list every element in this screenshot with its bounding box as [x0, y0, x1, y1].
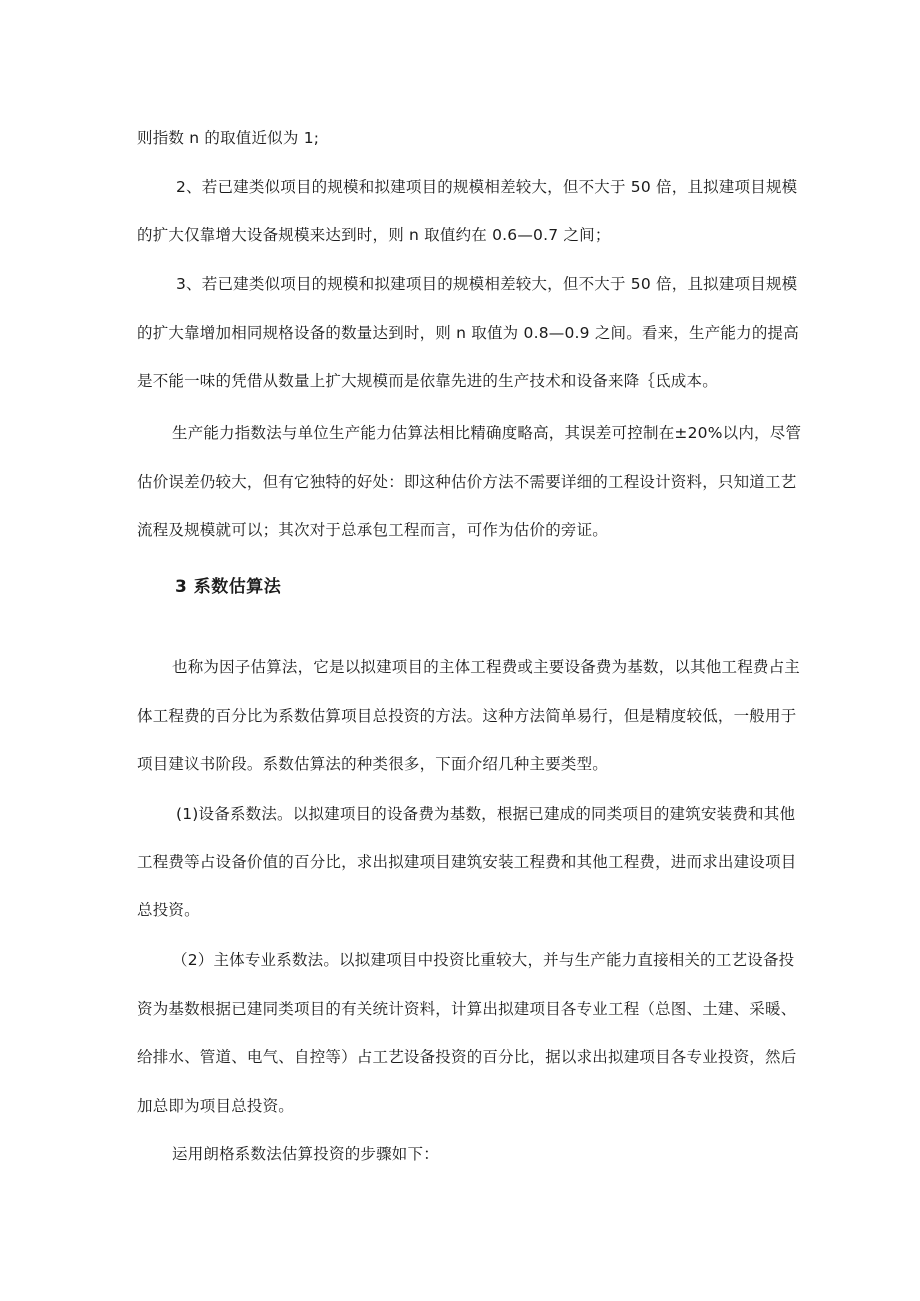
text-line: 体工程费的百分比为系数估算项目总投资的方法。这种方法简单易行，但是精度较低，一般用于 — [137, 707, 797, 725]
text-line: 项目建议书阶段。系数估算法的种类很多，下面介绍几种主要类型。 — [137, 755, 609, 773]
text-line: 生产能力指数法与单位生产能力估算法相比精确度略高，其误差可控制在±20%以内，尽管 — [172, 424, 802, 442]
text-line: 资为基数根据已建同类项目的有关统计资料，计算出拟建项目各专业工程（总图、土建、采暖、 — [137, 1000, 797, 1018]
text-line: 则指数 n 的取值近似为 1; — [137, 129, 320, 147]
text-line: (1)设备系数法。以拟建项目的设备费为基数，根据已建成的同类项目的建筑安装费和其他 — [176, 805, 796, 823]
text-line: 2、若已建类似项目的规模和拟建项目的规模相差较大，但不大于 50 倍，且拟建项目规模 — [176, 178, 798, 196]
text-line: 估价误差仍较大，但有它独特的好处：即这种估价方法不需要详细的工程设计资料，只知道工艺 — [137, 473, 797, 491]
text-line: （2）主体专业系数法。以拟建项目中投资比重较大，并与生产能力直接相关的工艺设备投 — [172, 951, 795, 969]
text-line: 加总即为项目总投资。 — [137, 1097, 295, 1115]
text-line: 是不能一味的凭借从数量上扩大规模而是依靠先进的生产技术和设备来降｛氐成本。 — [137, 372, 718, 390]
text-line: 的扩大靠增加相同规格设备的数量达到时，则 n 取值为 0.8—0.9 之间。看来，生产能力的提高 — [137, 324, 799, 342]
text-line: 流程及规模就可以；其次对于总承包工程而言，可作为估价的旁证。 — [137, 521, 609, 539]
text-line: 总投资。 — [137, 901, 200, 919]
text-line: 运用朗格系数法估算投资的步骤如下： — [172, 1145, 439, 1163]
text-line: 工程费等占设备价值的百分比，求出拟建项目建筑安装工程费和其他工程费，进而求出建设项目 — [137, 853, 797, 871]
text-line: 3、若已建类似项目的规模和拟建项目的规模相差较大，但不大于 50 倍，且拟建项目规模 — [176, 275, 798, 293]
text-line: 也称为因子估算法，它是以拟建项目的主体工程费或主要设备费为基数，以其他工程费占主 — [172, 658, 801, 676]
text-line: 的扩大仅靠增大设备规模来达到时，则 n 取值约在 0.6—0.7 之间； — [137, 226, 611, 244]
text-line: 给排水、管道、电气、自控等）占工艺设备投资的百分比，据以求出拟建项目各专业投资，然后 — [137, 1048, 797, 1066]
section-heading: 3 系数估算法 — [175, 577, 282, 597]
